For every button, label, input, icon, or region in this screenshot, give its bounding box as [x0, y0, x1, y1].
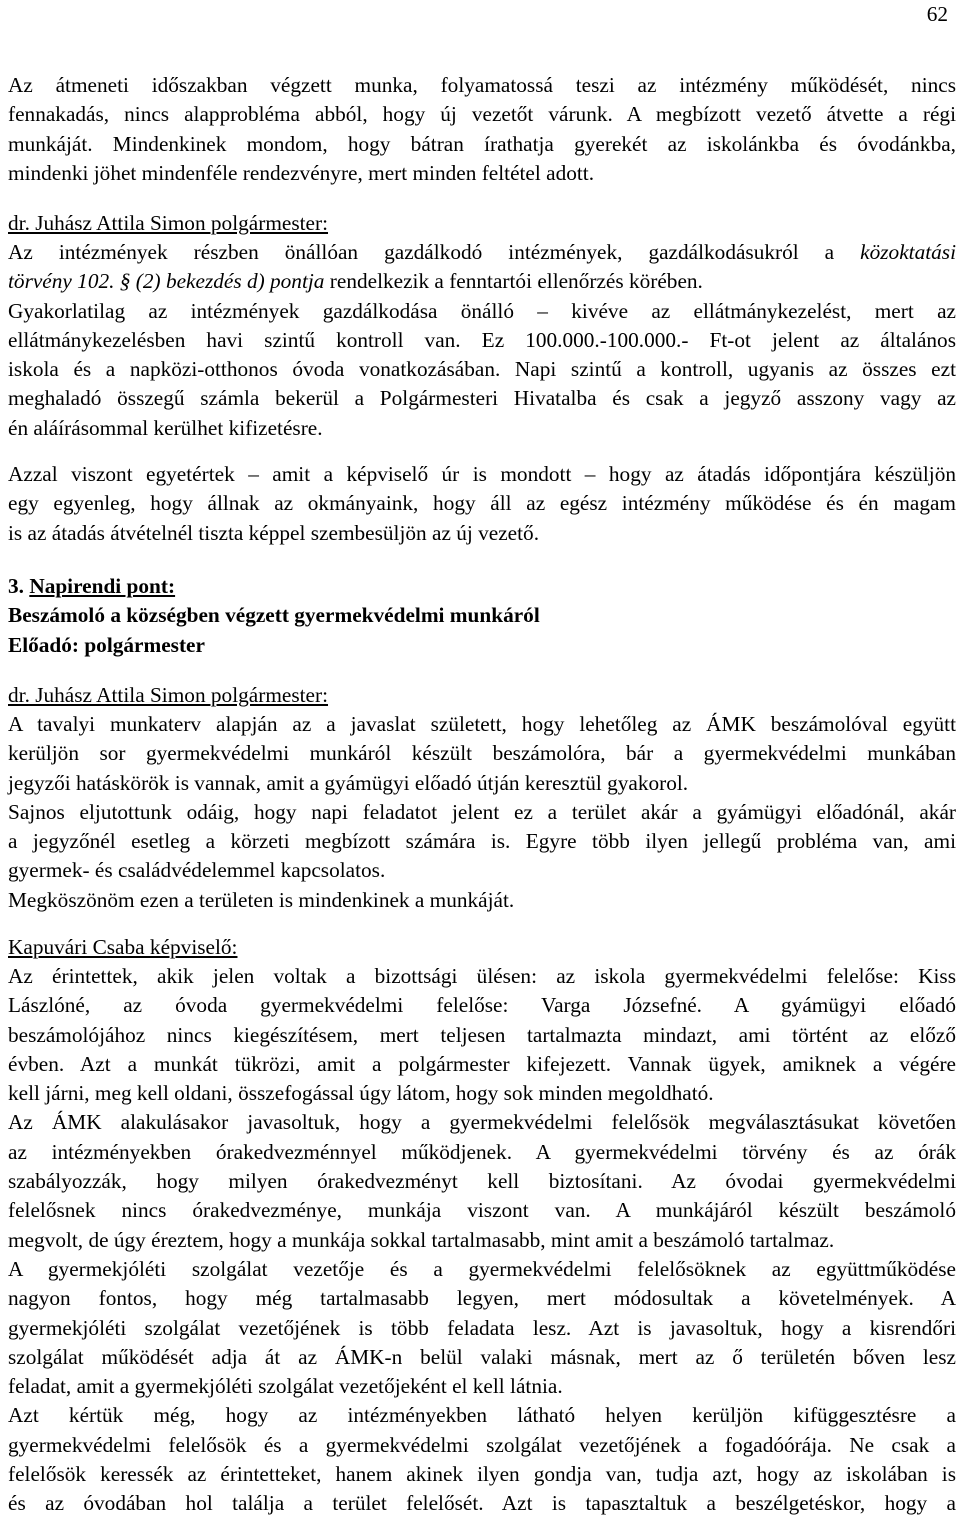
text-line: jegyzői hatáskörök is vannak, amit a gyámügyi előadó útján keresztül gyakorol.: [8, 770, 689, 795]
text-line: is az átadás átvételnél tiszta képpel szembesüljön az új vezető.: [8, 520, 540, 545]
section-sign: §: [119, 269, 131, 294]
agenda-number: 3.: [8, 574, 24, 598]
text-line: évben. Azt a munkát tükrözi, amit a polgármester kifejezett. Vannak ügyek, amiknek a végére: [8, 1051, 956, 1076]
speaker-name: dr. Juhász Attila Simon polgármester:: [8, 683, 329, 707]
text-line: mindenki jöhet mindenféle rendezvényre, mert minden feltétel adott.: [8, 160, 595, 185]
text-line: Sajnos eljutottunk odáig, hogy napi feladatot jelent ez a terület akár a gyámügyi előadónál, akár: [8, 799, 956, 824]
text-line: A tavalyi munkaterv alapján az a javaslat született, hogy lehetőleg az ÁMK beszámolóval együtt: [8, 712, 956, 736]
text-line: Megköszönöm ezen a területen is mindenkinek a munkáját.: [8, 887, 515, 912]
text-line: Lászlóné, az óvoda gyermekvédelmi felelőse: Varga Józsefné. A gyámügyi előadó: [8, 993, 956, 1018]
text-line: Az átmeneti időszakban végzett munka, folyamatossá teszi az intézmény működését, nincs: [8, 73, 956, 97]
text-line: ellátmánykezelésben havi szintű kontroll van. Ez 100.000.-100.000.- Ft-ot jelent az általános: [8, 327, 956, 352]
text-run-italic: (2) bekezdés d) pontja: [135, 269, 325, 294]
paragraph-5: [8, 962, 956, 1519]
text-line: Az ÁMK alakulásakor javasoltuk, hogy a gyermekvédelmi felelősök megválasztásukat követően: [8, 1110, 956, 1135]
speaker-kapuvari: [8, 933, 956, 962]
agenda-label: Napirendi pont:: [29, 574, 176, 598]
text-line: Az érintettek, akik jelen voltak a bizottsági ülésen: az iskola gyermekvédelmi felelőse: Kiss: [8, 964, 956, 988]
text-line: feladat, amit a gyermekjóléti szolgálat vezetőjeként el kell látnia.: [8, 1374, 563, 1399]
text-line: és az óvodában hol találja a terület felelősét. Azt is tapasztaltuk a beszélgetéskor, hogy a: [8, 1491, 956, 1516]
text-line: Gyakorlatilag az intézmények gazdálkodása önálló – kivéve az ellátmánykezelést, mert az: [8, 298, 956, 323]
text-line: gyermekvédelmi felelősök és a gyermekvédelmi szolgálat vezetőjének a fogadóórája. Ne csak a: [8, 1432, 956, 1457]
text-line: munkáját. Mindenkinek mondom, hogy bátran írathatja gyerekét az iskolánkba és óvodánkba,: [8, 131, 956, 156]
agenda-heading: [8, 572, 956, 601]
text-line: [8, 267, 956, 296]
text-line: kerüljön sor gyermekvédelmi munkáról készült beszámolóra, bár a gyermekvédelmi munkában: [8, 741, 956, 766]
text-line: kell járni, meg kell oldani, összefogással úgy látom, hogy sok minden megoldható.: [8, 1081, 714, 1106]
text-run: Az intézmények részben önállóan gazdálkodó intézmények, gazdálkodásukról a: [8, 240, 835, 264]
text-run-italic: közoktatási: [860, 240, 956, 264]
text-line: Azzal viszont egyetértek – amit a képviselő úr is mondott – hogy az átadás időpontjára készüljön: [8, 462, 956, 486]
text-line: beszámolójához nincs kiegészítésem, mert teljesen tartalmazta mindazt, ami történt az előző: [8, 1022, 956, 1047]
speaker-mayor-1: [8, 209, 956, 238]
paragraph-4: [8, 710, 956, 915]
text-line: gyermekjóléti szolgálat vezetőjének is több feladata lesz. Azt is javasoltuk, hogy a kisrendőri: [8, 1315, 956, 1340]
text-line: [8, 238, 956, 267]
text-line: szabályozzák, hogy milyen órakedvezményt kell biztosítani. Az óvodai gyermekvédelmi: [8, 1169, 956, 1194]
text-line: felelősnek nincs órakedvezménye, munkája viszont van. A munkájáról készült beszámoló: [8, 1198, 956, 1223]
page-number: 62: [926, 2, 948, 26]
paragraph-2: [8, 238, 956, 443]
text-run-italic: törvény 102.: [8, 269, 115, 294]
text-line: a jegyzőnél esetleg a körzeti megbízott számára is. Egyre több ilyen jellegű probléma van, ami: [8, 829, 956, 854]
text-line: iskola és a napközi-otthonos óvoda vonatkozásában. Napi szintű a kontroll, ugyanis az összes ezt: [8, 357, 956, 382]
speaker-name: dr. Juhász Attila Simon polgármester:: [8, 211, 329, 235]
document-page: [8, 0, 956, 1516]
text-line: felelősök keressék az érintetteket, hanem akinek ilyen gondja van, tudja azt, hogy az iskolában is: [8, 1462, 956, 1487]
text-line: szolgálat működését adja át az ÁMK-n belül valaki másnak, mert az ő területén bőven lesz: [8, 1344, 956, 1369]
paragraph-3: [8, 460, 956, 548]
text-line: A gyermekjóléti szolgálat vezetője és a gyermekvédelmi felelősöknek az együttműködése: [8, 1256, 956, 1281]
paragraph-1: [8, 71, 956, 188]
text-line: én aláírásommal kerülhet kifizetésre.: [8, 415, 323, 440]
text-line: meghaladó összegű számla bekerül a Polgármesteri Hivatalba és csak a jegyző asszony vagy az: [8, 386, 956, 411]
speaker-mayor-2: [8, 681, 956, 710]
text-line: fennakadás, nincs alapprobléma abból, hogy új vezetőt várunk. A megbízott vezető átvette a régi: [8, 102, 956, 127]
agenda-item: [8, 572, 956, 660]
speaker-name: Kapuvári Csaba képviselő:: [8, 935, 238, 959]
text-line: gyermek- és családvédelemmel kapcsolatos.: [8, 858, 386, 883]
text-line: nagyon fontos, hogy még tartalmasabb legyen, mert módosultak a követelmények. A: [8, 1286, 956, 1311]
text-line: az intézményekben órakedvezménnyel működjenek. A gyermekvédelmi törvény és az órák: [8, 1139, 956, 1164]
text-run: rendelkezik a fenntartói ellenőrzés körében.: [329, 269, 703, 294]
text-line: megvolt, de úgy éreztem, hogy a munkája sokkal tartalmasabb, mint amit a beszámoló tartalmaz.: [8, 1227, 835, 1252]
agenda-presenter: Előadó: polgármester: [8, 632, 205, 657]
agenda-title: Beszámoló a községben végzett gyermekvédelmi munkáról: [8, 603, 540, 628]
text-line: egy egyenleg, hogy állnak az okmányaink, hogy áll az egész intézmény működése és én magam: [8, 491, 956, 516]
text-line: Azt kértük még, hogy az intézményekben látható helyen kerüljön kifüggesztésre a: [8, 1403, 956, 1428]
